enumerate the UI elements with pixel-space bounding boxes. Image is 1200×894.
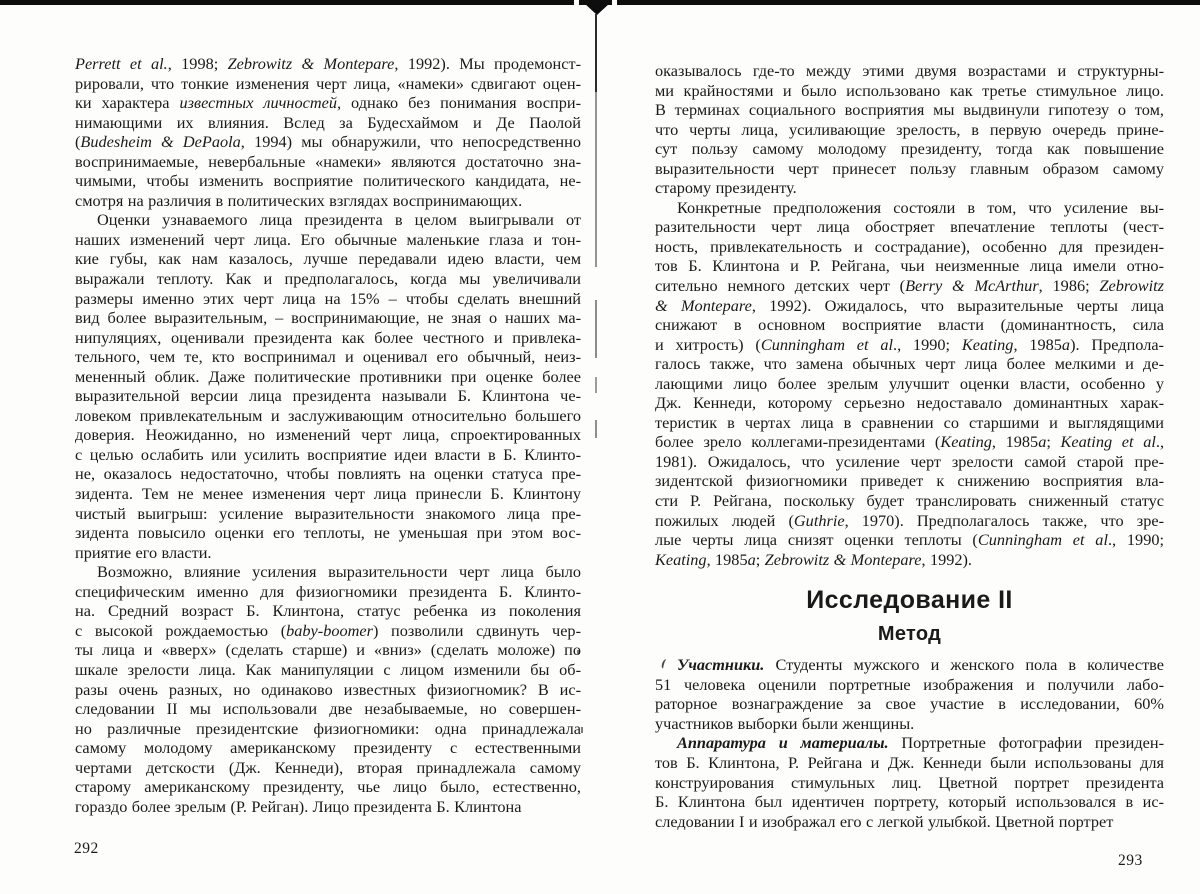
text-line: шкале зрелости лица. Как манипуляции с лицом изменили бы об-	[75, 659, 581, 679]
text-line: вид более выразительным, – воспринимающие, не зная о наших ма-	[75, 308, 581, 328]
book-spine-line	[595, 14, 597, 92]
right-page-bottom-paragraphs	[655, 655, 1164, 831]
text-line: сут пользу самому молодому президенту, тогда как повышение	[655, 139, 1164, 159]
section-subheading: Метод	[877, 623, 942, 646]
text-line: доверия. Неожиданно, но изменений черт лица, спроектированных	[75, 425, 581, 445]
text-line: Участники. Студенты мужского и женского пола в количестве	[677, 655, 1164, 675]
text-line: сительно немного детских черт (Berry & McArthur, 1986; Zebrowitz	[655, 276, 1164, 296]
right-page-text-column	[655, 61, 1164, 831]
book-spine-line	[595, 420, 597, 438]
text-line: на. Средний возраст Б. Клинтона, статус ребенка из поколения	[75, 601, 581, 621]
text-line: и хитрость) (Cunningham et al., 1990; Keating, 1985a). Предпола-	[655, 334, 1164, 354]
text-line: выразительной версии лица президента называли Б. Клинтона че-	[75, 386, 581, 406]
text-line: Конкретные предположения состояли в том, что усиление вы-	[677, 197, 1164, 217]
scan-top-edge-gap	[574, 0, 579, 5]
text-line: воспринимаемые, невербальные «намеки» являются достаточно зна-	[75, 151, 581, 171]
text-line: гораздо более зрелым (Р. Рейган). Лицо президента Б. Клинтона	[75, 796, 522, 816]
text-line: следовании I и изображал его с легкой улыбкой. Цветной портрет	[655, 811, 1114, 831]
text-line: Возможно, влияние усиления выразительности черт лица было	[97, 562, 581, 582]
text-line: сти Р. Рейгана, поскольку будет транслировать сниженный статус	[655, 491, 1164, 511]
text-line: ловеком привлекательным и заслуживающим относительно большего	[75, 405, 581, 425]
left-page-text-column	[75, 54, 581, 816]
text-line: с высокой рождаемостью (baby-boomer) позволили сдвинуть чер-	[75, 620, 581, 640]
text-line: мененный облик. Даже политические противники при оценке более	[75, 366, 581, 386]
paragraph	[75, 54, 581, 210]
text-line: смотря на различия в политических взглядах воспринимающих.	[75, 190, 523, 210]
text-line: зидента повысило оценки его теплоты, не уменьшая при этом вос-	[75, 523, 581, 543]
text-line: лые черты лица снизят оценки теплоты (Cunningham et al., 1990;	[655, 530, 1164, 550]
page-number-left: 292	[74, 840, 99, 857]
text-line: & Montepare, 1992). Ожидалось, что выразительные черты лица	[655, 295, 1164, 315]
text-line: зидентской физиогномики приведет к снижению восприятия вла-	[655, 471, 1164, 491]
text-line: нипуляциях, оценивали президента как более честного и привлека-	[75, 327, 581, 347]
text-line: теристик в чертах лица в сравнении со старшими и выглядящими	[655, 412, 1164, 432]
text-line: следовании II мы использовали две незабываемые, но совершен-	[75, 699, 581, 719]
text-line: размеры именно этих черт лица на 15% – чтобы сделать внешний	[75, 288, 581, 308]
text-line: лающими лицо более зрелым улучшит оценки власти, особенно у	[655, 373, 1164, 393]
text-line: галось также, что замена обычных черт лица более мелкими и де-	[655, 354, 1164, 374]
text-line: специфическим именно для физиогномики президента Б. Клинто-	[75, 581, 581, 601]
text-line: старому американскому президенту, чье лицо было, естественно,	[75, 777, 581, 797]
text-line: пожилых людей (Guthrie, 1970). Предполагалось также, что зре-	[655, 510, 1164, 530]
text-line: тов Б. Клинтона, Р. Рейгана и Дж. Кеннеди были использованы для	[655, 752, 1164, 772]
text-line: 1981). Ожидалось, что усиление черт зрелости самой старой пре-	[655, 451, 1164, 471]
text-line: оказывалось где-то между этими двумя возрастами и структурны-	[655, 61, 1164, 80]
paragraph	[655, 61, 1164, 198]
text-line: Дж. Кеннеди, которому серьезно недоставало доминантных харак-	[655, 393, 1164, 413]
text-line: Аппаратура и материалы. Портретные фотографии президен-	[677, 733, 1164, 753]
paragraph	[75, 210, 581, 562]
text-line: что черты лица, усиливающие зрелость, в первую очередь прине-	[655, 119, 1164, 139]
text-line: но различные президентские физиогномики: одна принадлежала	[75, 718, 581, 738]
text-line: рировали, что тонкие изменения черт лица, «намеки» сдвигают оцен-	[75, 73, 581, 93]
text-line: участников выборки были женщины.	[655, 713, 915, 733]
text-line: раторное вознаграждение за свое участие в исследовании, 60%	[655, 694, 1164, 714]
text-line: ки характера известных личностей, однако без понимания воспри-	[75, 93, 581, 113]
text-line: конструирования стимульных лиц. Цветной портрет президента	[655, 772, 1164, 792]
paragraph	[655, 198, 1164, 569]
book-spine-line	[595, 300, 597, 358]
text-line: чистый выигрыш: усиление выразительности знакомого лица пре-	[75, 503, 581, 523]
scan-top-edge-gap	[612, 0, 617, 5]
text-line: самому молодому американскому президенту с естественными	[75, 738, 581, 758]
text-line: разительности черт лица обостряет впечатление теплоты (чест-	[655, 217, 1164, 237]
text-line: чимыми, чтобы изменить восприятие политического кандидата, не-	[75, 171, 581, 191]
text-line: наших изменений черт лица. Его обычные маленькие глаза и тон-	[75, 229, 581, 249]
text-line: снижают в основном восприятие власти (доминантность, сила	[655, 315, 1164, 335]
text-line: ми крайностями и было использовано как третье стимульное лицо.	[655, 80, 1164, 100]
text-line: Оценки узнаваемого лица президента в целом выигрывали от	[97, 210, 581, 230]
text-line: Б. Клинтона был идентичен портрету, который использовался в ис-	[655, 792, 1164, 812]
text-line: не, оказалось недостаточно, чтобы повлиять на оценки статуса пре-	[75, 464, 581, 484]
text-line: тов Б. Клинтона и Р. Рейгана, чьи неизменные лица имели отно-	[655, 256, 1164, 276]
paragraph	[655, 655, 1164, 733]
text-line: кие губы, как нам казалось, лучше передавали идею власти, чем	[75, 249, 581, 269]
section-heading: Исследование II	[806, 586, 1013, 615]
text-line: нимающими их влияния. Вслед за Будесхаймом и Де Паолой	[75, 112, 581, 132]
text-line: старому президенту.	[655, 178, 797, 198]
text-line: разы очень разных, но одинаково известных физиогномик? В ис-	[75, 679, 581, 699]
paragraph	[655, 733, 1164, 831]
right-page-top-paragraphs	[655, 61, 1164, 569]
text-line: выражали теплоту. Как и предполагалось, когда мы увеличивали	[75, 269, 581, 289]
text-line: чертами детскости (Дж. Кеннеди), вторая принадлежала самому	[75, 757, 581, 777]
scan-speck	[581, 727, 583, 733]
book-spine-line	[595, 92, 597, 267]
text-line: более зрело коллегами-президентами (Keating, 1985a; Keating et al.,	[655, 432, 1165, 452]
text-line: приятие его власти.	[75, 542, 212, 562]
text-line: 51 человека оценили портретные изображения и получили лабо-	[655, 674, 1164, 694]
paragraph	[75, 562, 581, 816]
text-line: ты лица и «вверх» (сделать старше) и «вниз» (сделать моложе) по	[75, 640, 581, 660]
book-spine-shadow-icon	[584, 3, 610, 15]
book-spine-line	[595, 377, 597, 393]
text-line: выразительности черт принесет пользу главным образом самому	[655, 158, 1164, 178]
text-line: Perrett et al., 1998; Zebrowitz & Montepare, 1992). Мы продемонст-	[75, 54, 582, 73]
page-number-right: 293	[1118, 852, 1143, 869]
text-line: Keating, 1985a; Zebrowitz & Montepare, 1992).	[655, 549, 973, 569]
text-line: ность, привлекательность и сострадание), особенно для президен-	[655, 236, 1164, 256]
text-line: тельного, чем те, кто воспринимал и оценивал его обычный, неиз-	[75, 347, 581, 367]
text-line: В терминах социального восприятия мы выдвинули гипотезу о том,	[655, 100, 1164, 120]
text-line: зидента. Тем не менее изменения черт лица принесли Б. Клинтону	[75, 484, 581, 504]
text-line: с целью ослабить или усилить восприятие идеи власти в Б. Клинто-	[75, 444, 581, 464]
text-line: (Budesheim & DePaola, 1994) мы обнаружили, что непосредственно	[75, 132, 581, 152]
